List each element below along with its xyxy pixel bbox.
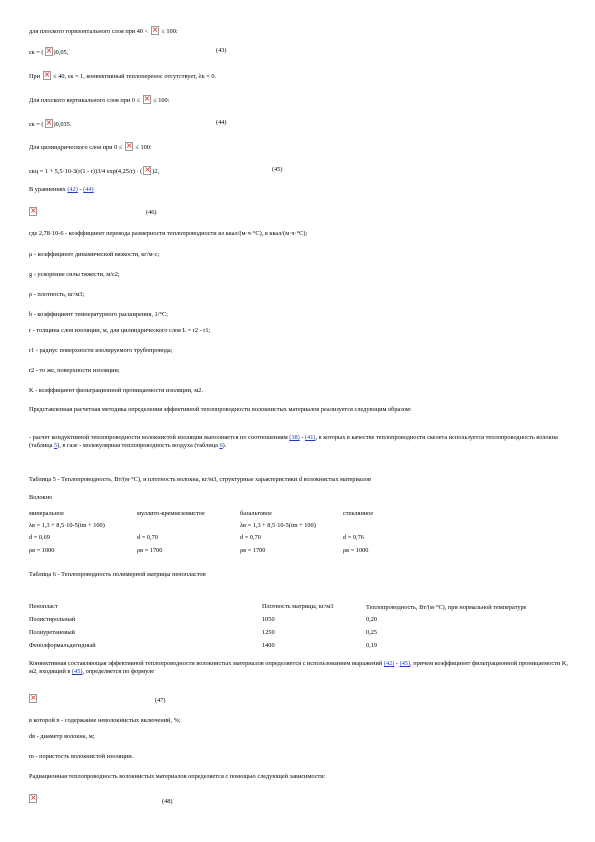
equation-44: εк = (× )0,035. — [29, 119, 569, 129]
table-caption: Таблица 5 - Теплопроводность, Вт/(м·°С), и плотность волокна, кг/м3, структурные характеристики d волокнистых материалов — [29, 476, 371, 483]
table-header-row — [29, 589, 565, 611]
text-line: r - толщина слоя изоляции, м, для цилиндрического слоя L = r2 - r1; — [29, 327, 211, 334]
table-header: Теплопроводность, Вт/(м·°С), при нормальной температуре — [366, 603, 527, 611]
table-cell: ρв = 1000 — [29, 547, 55, 554]
table-cell: ρв = 1700 — [137, 547, 163, 554]
equation-45: εкц = 1 + 5,5·10-3(r(1 - r))3/4 exp(4,25/r) · (× )2, — [29, 166, 569, 176]
equation-link[interactable]: (42) — [67, 186, 78, 193]
table-cell: ρв = 1000 — [343, 547, 369, 554]
equation-number: (44) — [216, 119, 227, 126]
table-cell: 0,19 — [366, 642, 378, 649]
equation-link[interactable]: (44) — [83, 186, 94, 193]
text-line: m - пористость волокнистой изоляции. — [29, 753, 134, 760]
table-cell: λв = 1,3 + 8,5·10-5(tm + 100) — [29, 522, 105, 529]
table-cell: 1250 — [262, 629, 275, 636]
text-line: ρ - плотность, кг/м3; — [29, 291, 85, 298]
table-cell: Фенолформальдегидный — [29, 642, 96, 649]
text-line: r2 - то же, поверхности изоляции; — [29, 367, 120, 374]
equation-number: (48) — [162, 798, 173, 805]
table-caption: Таблица 6 - Теплопроводность полимерной матрицы пенопластов — [29, 571, 206, 578]
broken-image-icon — [43, 71, 51, 80]
broken-image-icon — [45, 47, 53, 56]
table-6 — [29, 589, 565, 650]
table-cell: 0,20 — [366, 616, 378, 623]
text-line: dв - диаметр волокна, м; — [29, 733, 95, 740]
equation-number: (45) — [272, 166, 283, 173]
table-header: базальтовое — [240, 510, 272, 517]
table-cell: d = 0,70 — [240, 534, 261, 541]
broken-image-icon — [143, 95, 151, 104]
equation-link[interactable]: (45) — [399, 660, 411, 667]
equation-number: (47) — [155, 697, 166, 704]
table-row — [29, 624, 565, 637]
broken-image-icon — [29, 207, 37, 216]
broken-image-icon — [45, 119, 53, 128]
table-link[interactable]: 5 — [54, 442, 58, 449]
text-line: где 2,78·10-6 - коэффициент перевода размерности теплопроводности из ккал/(м·ч·°С), в ккал/(м·ч·°С); — [29, 230, 308, 237]
equation-link[interactable]: (41) — [305, 434, 316, 441]
broken-image-icon — [125, 142, 133, 151]
table-header: стеклянное — [343, 510, 374, 517]
equation-number: (43) — [216, 47, 227, 54]
table-header: Плотность матрицы, кг/м3 — [262, 603, 334, 610]
table-header: Пенопласт — [29, 603, 58, 610]
table-cell: 0,25 — [366, 629, 378, 636]
broken-image-icon — [29, 794, 37, 803]
text-line: Радиационная теплопроводность волокнистых материалов определяется с помощью следующей зависимости: — [29, 773, 326, 780]
table-cell: d = 0,70 — [137, 534, 158, 541]
paragraph: Конвективная составляющая эффективной теплопроводности волокнистых материалов определяется с использованием выражений (42) - (45), причем коэффициент фильтрационной проницаемости K, м2, входящий в (45), определяется по формуле — [29, 660, 568, 675]
broken-image-icon — [143, 166, 151, 175]
table-cell: 1400 — [262, 642, 275, 649]
table-cell: ρв = 1700 — [240, 547, 266, 554]
table-row — [29, 611, 565, 624]
text-line: для плоского горизонтального слоя при 40 < × ≤ 100: — [29, 26, 569, 36]
text-line: μ - коэффициент динамической вязкости, кг/м·с; — [29, 251, 160, 258]
equation-link[interactable]: (45) — [71, 668, 83, 675]
text-line: Для плоского вертикального слоя при 0 ≤ × ≤ 100: — [29, 95, 569, 105]
table-header: Волокно — [29, 494, 53, 501]
text-line: в которой n - содержание неволокнистых включений, %; — [29, 717, 181, 724]
text-line: При × ≤ 40, εк = 1, конвективный теплоперенос отсутствует, λк = 0. — [29, 71, 569, 81]
text-line: b - коэффициент температурного расширения, 1/°С; — [29, 311, 168, 318]
text-line: K - коэффициент фильтрационной проницаемости изоляции, м2. — [29, 387, 203, 394]
broken-image-icon — [151, 26, 159, 35]
equation-link[interactable]: (38) — [289, 434, 300, 441]
text-line: g - ускорение силы тяжести, м/с2; — [29, 271, 120, 278]
table-cell: Полистирольный — [29, 616, 76, 623]
table-header: муллито-кремнеземистое — [137, 510, 205, 517]
paragraph: - расчет кондуктивной теплопроводности волокнистой изоляции выполняется по соотношениям (38) - (41), в которых в качестве теплопроводности скелета используется теплопроводность волокна (таблица 5), в газе - молекулярная теплопроводность воздуха (таблица 6). — [29, 434, 558, 449]
table-cell: 1050 — [262, 616, 275, 623]
table-link[interactable]: 6 — [219, 442, 223, 449]
equation-number: (46) — [146, 209, 157, 216]
table-cell: d = 0,69 — [29, 534, 50, 541]
equation-link[interactable]: (42) — [383, 660, 395, 667]
text-line: В уравнениях (42) - (44) — [29, 186, 94, 193]
table-header: минеральное — [29, 510, 64, 517]
broken-image-icon — [29, 694, 37, 703]
table-cell: λв = 1,3 + 8,5·10-5(tm + 100) — [240, 522, 316, 529]
paragraph: Представленная расчетная методика определения эффективной теплопроводности волокнистых материалов реализуется следующим образом: — [29, 406, 412, 413]
table-row — [29, 637, 565, 650]
table-cell: d = 0,76 — [343, 534, 364, 541]
text-line: Для цилиндрического слоя при 0 ≤ × ≤ 100: — [29, 142, 569, 152]
text-line: r1 - радиус поверхности изолируемого трубопровода; — [29, 347, 173, 354]
equation-43: εк = (× )0,05, — [29, 47, 569, 57]
table-cell: Полиуретановый — [29, 629, 75, 636]
